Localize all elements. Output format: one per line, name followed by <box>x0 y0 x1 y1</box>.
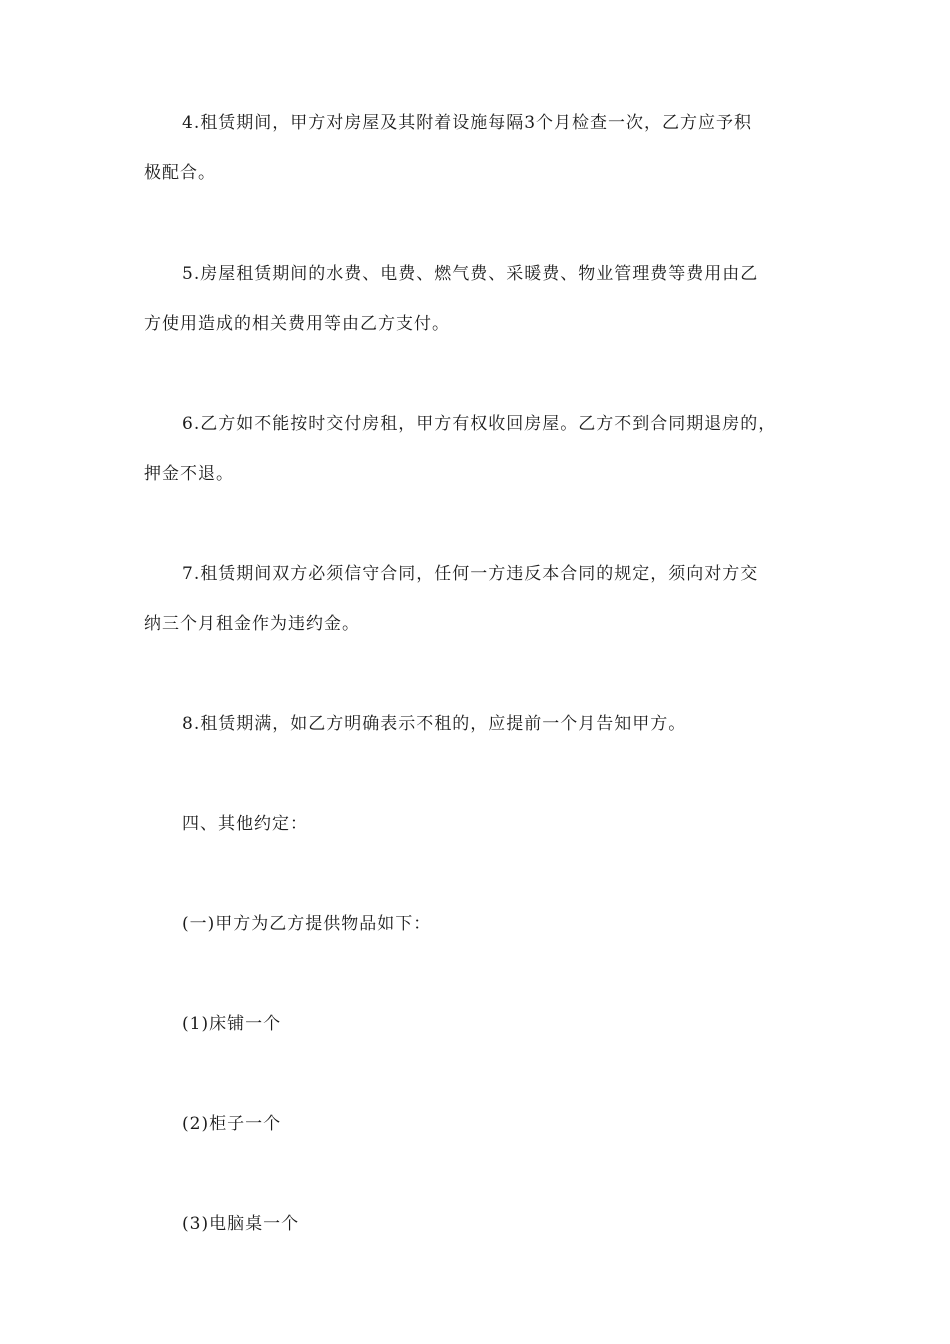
paragraph-line: 8.租赁期满，如乙方明确表示不租的，应提前一个月告知甲方。 <box>182 714 687 734</box>
list-item: (3)电脑桌一个 <box>182 1214 300 1234</box>
paragraph-line: 4.租赁期间，甲方对房屋及其附着设施每隔3个月检查一次，乙方应予积 <box>182 113 753 133</box>
list-item: (2)柜子一个 <box>182 1114 282 1134</box>
clause-6 <box>144 399 814 499</box>
subsection-items-provided <box>144 899 814 949</box>
clause-5 <box>144 249 814 349</box>
clause-8 <box>144 699 814 749</box>
clause-4 <box>144 98 814 198</box>
clause-7 <box>144 549 814 649</box>
paragraph-line: 6.乙方如不能按时交付房租，甲方有权收回房屋。乙方不到合同期退房的， <box>182 414 777 434</box>
subsection-heading: (一)甲方为乙方提供物品如下： <box>182 914 432 934</box>
paragraph-line: 押金不退。 <box>144 464 234 484</box>
list-item: (1)床铺一个 <box>182 1014 282 1034</box>
paragraph-line: 纳三个月租金作为违约金。 <box>144 614 360 634</box>
section-heading-other-terms <box>144 799 814 849</box>
paragraph-line: 方使用造成的相关费用等由乙方支付。 <box>144 314 450 334</box>
paragraph-line: 5.房屋租赁期间的水费、电费、燃气费、采暖费、物业管理费等费用由乙 <box>182 264 759 284</box>
item-computer-desk <box>144 1199 814 1249</box>
paragraph-line: 7.租赁期间双方必须信守合同，任何一方违反本合同的规定，须向对方交 <box>182 564 759 584</box>
item-cabinet <box>144 1099 814 1149</box>
section-heading: 四、其他约定： <box>182 814 308 834</box>
paragraph-line: 极配合。 <box>144 163 216 183</box>
item-bed <box>144 999 814 1049</box>
